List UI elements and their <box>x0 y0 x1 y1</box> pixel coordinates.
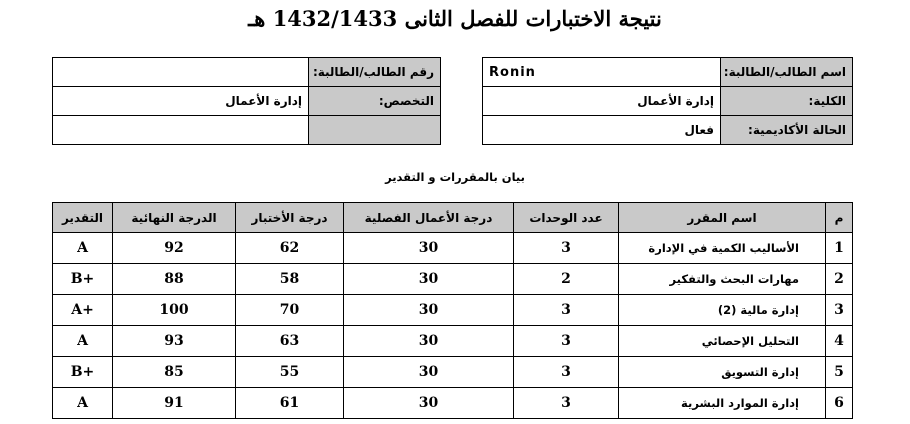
letter-grade: A <box>53 233 113 264</box>
coursework-score: 30 <box>344 233 514 264</box>
row-index: 5 <box>826 357 853 388</box>
header-index: م <box>826 203 853 233</box>
empty-grey-cell <box>309 116 441 145</box>
student-id-value <box>53 58 309 87</box>
course-units: 2 <box>514 264 619 295</box>
courses-subtitle: بيان بالمقررات و التقدير <box>385 170 525 184</box>
letter-grade: B+ <box>53 357 113 388</box>
college-value: إدارة الأعمال <box>483 87 721 116</box>
final-score: 100 <box>113 295 236 326</box>
student-id-label: رقم الطالب/الطالبة: <box>309 58 441 87</box>
table-row <box>53 264 853 295</box>
table-row <box>53 233 853 264</box>
exam-score: 61 <box>236 388 344 419</box>
letter-grade: B+ <box>53 264 113 295</box>
info-spacer <box>441 87 483 116</box>
grades-table <box>52 202 853 419</box>
coursework-score: 30 <box>344 357 514 388</box>
course-name: التحليل الإحصائي <box>619 326 826 357</box>
course-units: 3 <box>514 357 619 388</box>
exam-score: 63 <box>236 326 344 357</box>
college-label: الكلية: <box>721 87 853 116</box>
empty-value-cell <box>53 116 309 145</box>
header-exam: درجة الأختبار <box>236 203 344 233</box>
course-units: 3 <box>514 388 619 419</box>
final-score: 91 <box>113 388 236 419</box>
table-row <box>53 326 853 357</box>
info-spacer <box>441 58 483 87</box>
course-name: إدارة مالية (2) <box>619 295 826 326</box>
course-units: 3 <box>514 233 619 264</box>
academic-status-value: فعال <box>483 116 721 145</box>
final-score: 85 <box>113 357 236 388</box>
student-name-value: Ronin <box>483 58 721 87</box>
course-name: مهارات البحث والتفكير <box>619 264 826 295</box>
student-name-label: اسم الطالب/الطالبة: <box>721 58 853 87</box>
table-row <box>53 388 853 419</box>
row-index: 3 <box>826 295 853 326</box>
letter-grade: A <box>53 326 113 357</box>
row-index: 6 <box>826 388 853 419</box>
page-title: نتيجة الاختبارات للفصل الثانى 1432/1433 هـ <box>248 6 662 31</box>
header-course-name: اسم المقرر <box>619 203 826 233</box>
final-score: 93 <box>113 326 236 357</box>
coursework-score: 30 <box>344 326 514 357</box>
letter-grade: A+ <box>53 295 113 326</box>
header-final: الدرجة النهائية <box>113 203 236 233</box>
info-spacer <box>441 116 483 145</box>
final-score: 88 <box>113 264 236 295</box>
coursework-score: 30 <box>344 264 514 295</box>
header-grade: التقدير <box>53 203 113 233</box>
final-score: 92 <box>113 233 236 264</box>
table-row <box>53 295 853 326</box>
header-coursework: درجة الأعمال الفصلية <box>344 203 514 233</box>
major-value: إدارة الأعمال <box>53 87 309 116</box>
course-name: إدارة التسويق <box>619 357 826 388</box>
row-index: 2 <box>826 264 853 295</box>
exam-score: 55 <box>236 357 344 388</box>
exam-score: 62 <box>236 233 344 264</box>
row-index: 4 <box>826 326 853 357</box>
exam-score: 70 <box>236 295 344 326</box>
table-row <box>53 357 853 388</box>
course-name: إدارة الموارد البشرية <box>619 388 826 419</box>
table-header-row <box>53 203 853 233</box>
academic-status-label: الحالة الأكاديمية: <box>721 116 853 145</box>
student-info-table <box>52 57 853 145</box>
course-units: 3 <box>514 326 619 357</box>
major-label: التخصص: <box>309 87 441 116</box>
course-name: الأساليب الكمية في الإدارة <box>619 233 826 264</box>
letter-grade: A <box>53 388 113 419</box>
header-units: عدد الوحدات <box>514 203 619 233</box>
course-units: 3 <box>514 295 619 326</box>
coursework-score: 30 <box>344 295 514 326</box>
coursework-score: 30 <box>344 388 514 419</box>
exam-score: 58 <box>236 264 344 295</box>
row-index: 1 <box>826 233 853 264</box>
